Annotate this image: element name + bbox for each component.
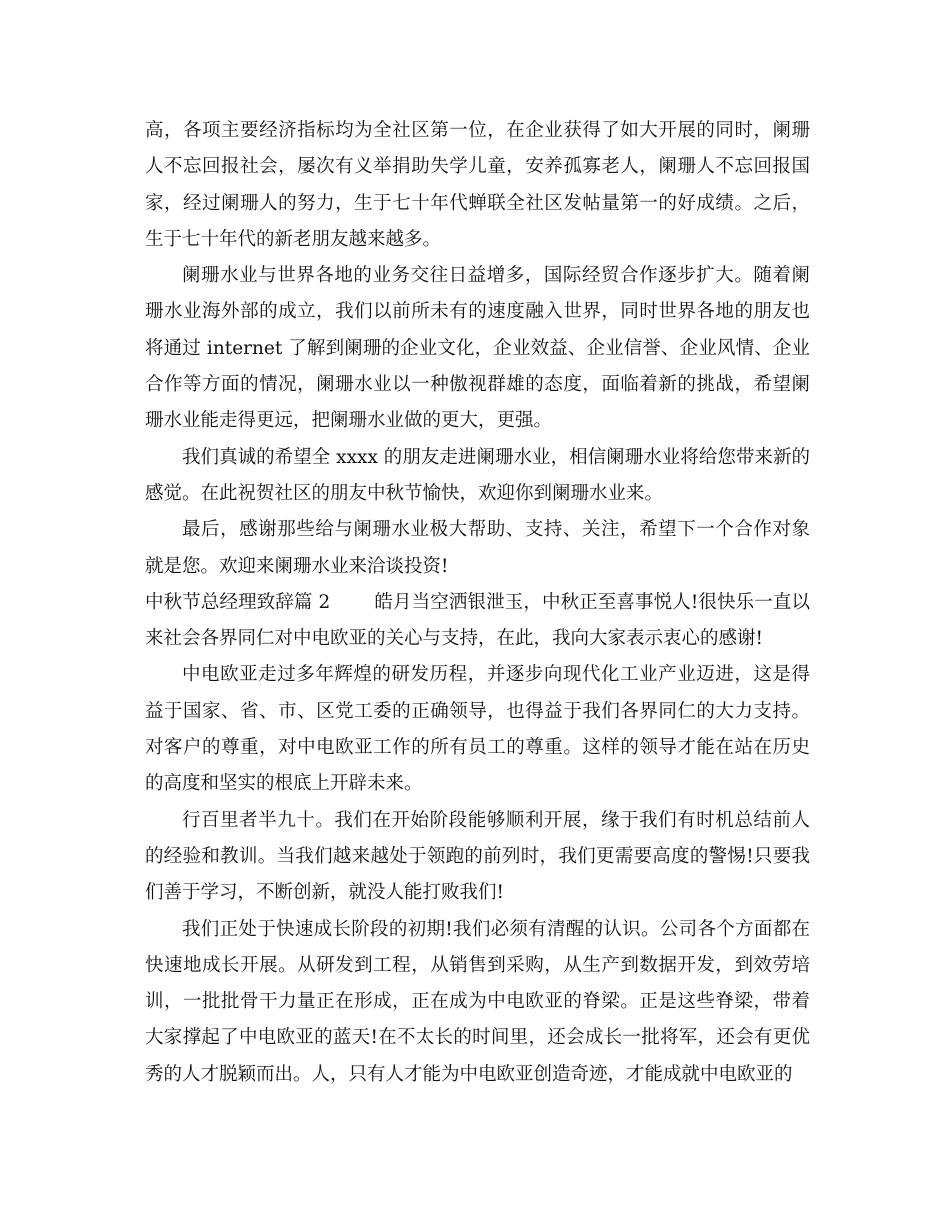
section-2-title: 中秋节总经理致辞篇 2 <box>145 591 331 613</box>
paragraph-3: 我们真诚的希望全 xxxx 的朋友走进阑珊水业，相信阑珊水业将给您带来新的感觉。在此祝贺社区的朋友中秋节愉快，欢迎你到阑珊水业来。 <box>145 446 810 504</box>
section-2-lead-text: 皓月当空洒银泄玉，中秋正至喜事悦人!很快乐一直以来社会各界同仁对中电欧亚的关心与支持，在此，我向大家表示衷心的感谢! <box>145 591 811 650</box>
paragraph-2: 阑珊水业与世界各地的业务交往日益增多，国际经贸合作逐步扩大。随着阑珊水业海外部的成立，我们以前所未有的速度融入世界，同时世界各地的朋友也将通过 internet 了解到阑珊的企业文化，企业效益、企业信誉、企业风情、企业合作等方面的情况，阑珊水业以一种傲视群雄的态度，面临着新的挑战，希望阑珊水业能走得更远，把阑珊水业做的更大，更强。 <box>145 265 810 432</box>
document-page <box>145 113 810 1093</box>
section-2-heading-paragraph <box>145 585 810 658</box>
paragraph-4: 最后，感谢那些给与阑珊水业极大帮助、支持、关注，希望下一个合作对象就是您。欢迎来阑珊水业来洽谈投资! <box>145 519 810 577</box>
paragraph-7: 行百里者半九十。我们在开始阶段能够顺利开展，缘于我们有时机总结前人的经验和教训。当我们越来越处于领跑的前列时，我们更需要高度的警惕!只要我们善于学习，不断创新，就没人能打败我们! <box>145 809 810 904</box>
paragraph-6: 中电欧亚走过多年辉煌的研发历程，并逐步向现代化工业产业迈进，这是得益于国家、省、市、区党工委的正确领导，也得益于我们各界同仁的大力支持。对客户的尊重，对中电欧亚工作的所有员工的尊重。这样的领导才能在站在历史的高度和坚实的根底上开辟未来。 <box>145 664 810 795</box>
paragraph-8: 我们正处于快速成长阶段的初期!我们必须有清醒的认识。公司各个方面都在快速地成长开展。从研发到工程，从销售到采购，从生产到数据开发，到效劳培训，一批批骨干力量正在形成，正在成为中电欧亚的脊梁。正是这些脊梁，带着大家撑起了中电欧亚的蓝天!在不太长的时间里，还会成长一批将军，还会有更优秀的人才脱颖而出。人，只有人才能为中电欧亚创造奇迹，才能成就中电欧亚的 <box>145 918 810 1085</box>
paragraph-1: 高，各项主要经济指标均为全社区第一位，在企业获得了如大开展的同时，阑珊人不忘回报社会，屡次有义举捐助失学儿童，安养孤寡老人，阑珊人不忘回报国家，经过阑珊人的努力，生于七十年代蝉联全社区发帖量第一的好成绩。之后，生于七十年代的新老朋友越来越多。 <box>145 120 810 250</box>
